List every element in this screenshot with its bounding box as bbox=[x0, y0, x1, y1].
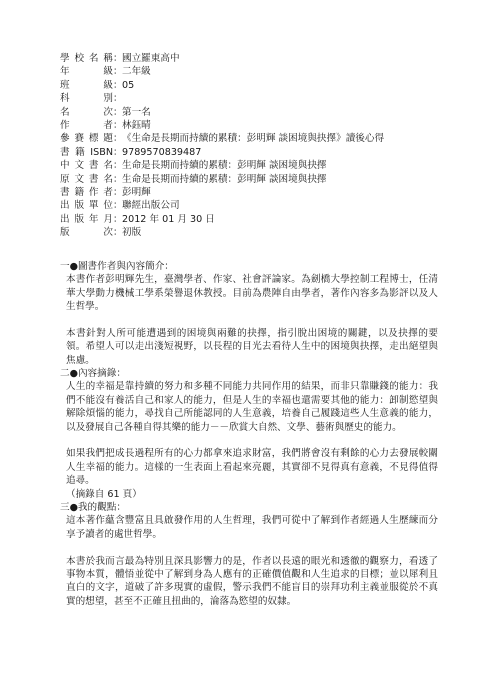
meta-row bbox=[60, 65, 438, 78]
intro-paragraph-2: 本書針對人所可能遭遇到的困境與兩難的抉擇，指引脫出困境的關鍵，以及抉擇的要領。希望人可以走出淺短視野，以長程的目光去看待人生中的困境與抉擇，走出絕望與焦慮。 bbox=[66, 327, 438, 366]
meta-value: 《生命是長期而持續的累積：彭明輝 談困境與抉擇》讀後心得 bbox=[122, 133, 385, 145]
meta-colon: ： bbox=[113, 227, 123, 239]
excerpt-paragraph-1: 人生的幸福是靠持續的努力和多種不同能力共同作用的結果，而非只靠賺錢的能力：我們不能沒有養活自己和家人的能力，但是人生的幸福也還需要其他的能力：卸制慾望與解除煩惱的能力，尋找自己所能認同的人生意義，培養自己履踐這些人生意義的能力，以及發展自己各種自得其樂的能力－－欣賞大自然、文學、藝術與歷史的能力。 bbox=[66, 381, 438, 433]
excerpt-paragraph-2: 如果我們把成長過程所有的心力都拿來追求財富，我們將會沒有剩餘的心力去發展較關人生幸福的能力。這樣的一生表面上看起來亮麗，其實卻不見得真有意義，不見得值得追尋。 bbox=[66, 448, 438, 487]
meta-colon: ： bbox=[113, 213, 123, 225]
section-heading-intro: 一●圖書作者與內容簡介： bbox=[60, 260, 174, 272]
intro-paragraph-1: 本書作者彭明輝先生，臺灣學者、作家、社會評論家。為劍橋大學控制工程博士，任清華大學動力機械工學系榮譽退休教授。目前為農陣自由學者，著作內容多為影評以及人生哲學。 bbox=[66, 274, 438, 312]
meta-value: 第一名 bbox=[122, 106, 151, 118]
meta-label: 班 級 bbox=[60, 79, 113, 91]
spacer bbox=[60, 313, 438, 326]
meta-colon: ： bbox=[113, 200, 123, 212]
meta-block bbox=[60, 52, 438, 240]
meta-colon: ： bbox=[113, 53, 123, 64]
meta-label: 名 次 bbox=[60, 106, 113, 118]
meta-colon: ： bbox=[113, 133, 123, 145]
meta-colon: ： bbox=[113, 120, 123, 132]
meta-label: 原文書名 bbox=[60, 173, 113, 185]
spacer bbox=[60, 240, 438, 260]
opinion-paragraph-2: 本書於我而言最為特別且深具影響力的是，作者以長遠的眼光和透徹的觀察力，看透了事物本質，體悟並從中了解到身為人應有的正確價值觀和人生追求的目標；並以犀利且直白的文字，道破了許多現實的虛假，警示我們不能盲目的崇拜功利主義並服從於不真實的想望，甚至不正確且扭曲的，淪落為慾望的奴隸。 bbox=[66, 555, 438, 607]
document-page bbox=[60, 52, 438, 608]
meta-row bbox=[60, 52, 438, 65]
meta-value: 彭明輝 bbox=[122, 187, 151, 199]
meta-label: 作 者 bbox=[60, 120, 113, 132]
meta-label: 出版年月 bbox=[60, 213, 113, 225]
meta-label: 參賽標題 bbox=[60, 133, 113, 145]
opinion-paragraph-1: 這本著作蘊含豐富且具啟發作用的人生哲理，我們可從中了解到作者經過人生歷練而分享予讀者的處世哲學。 bbox=[66, 515, 438, 540]
meta-row bbox=[60, 159, 438, 172]
meta-colon: ： bbox=[113, 146, 123, 158]
excerpt-citation: （摘錄自 61 頁） bbox=[66, 488, 142, 500]
meta-value: 聯經出版公司 bbox=[122, 200, 180, 212]
meta-label: 科 別 bbox=[60, 93, 113, 105]
section-heading-opinion: 三●我的觀點： bbox=[60, 501, 126, 513]
meta-colon: ： bbox=[113, 66, 123, 78]
meta-row bbox=[60, 226, 438, 239]
meta-colon: ： bbox=[113, 106, 123, 118]
meta-row bbox=[60, 213, 438, 226]
meta-value: 林鈺晴 bbox=[122, 120, 151, 132]
meta-colon: ： bbox=[113, 79, 123, 91]
meta-label: 出版單位 bbox=[60, 200, 113, 212]
meta-value: 初版 bbox=[122, 227, 142, 239]
meta-label: 中文書名 bbox=[60, 160, 113, 172]
meta-value: 9789570839487 bbox=[122, 146, 202, 158]
meta-label: 書籍ISBN bbox=[60, 146, 113, 158]
meta-value: 生命是長期而持續的累積：彭明輝 談困境與抉擇 bbox=[122, 160, 327, 172]
meta-label: 學校名稱 bbox=[60, 53, 113, 64]
meta-colon: ： bbox=[113, 187, 123, 199]
meta-label: 版 次 bbox=[60, 227, 113, 239]
meta-row bbox=[60, 119, 438, 132]
meta-colon: ： bbox=[113, 173, 123, 185]
meta-row bbox=[60, 146, 438, 159]
spacer bbox=[60, 434, 438, 447]
meta-row bbox=[60, 186, 438, 199]
section-heading-excerpt: 二●內容摘錄： bbox=[60, 367, 126, 379]
meta-row bbox=[60, 106, 438, 119]
meta-value: 2012 年 01 月 30 日 bbox=[122, 213, 215, 225]
meta-value: 生命是長期而持續的累積：彭明輝 談困境與抉擇 bbox=[122, 173, 327, 185]
meta-label: 年 級 bbox=[60, 66, 113, 78]
meta-colon: ： bbox=[113, 160, 123, 172]
meta-value: 05 bbox=[122, 79, 135, 91]
spacer bbox=[60, 541, 438, 554]
meta-value: 二年級 bbox=[122, 66, 151, 78]
meta-row bbox=[60, 199, 438, 212]
meta-label: 書籍作者 bbox=[60, 187, 113, 199]
meta-row bbox=[60, 79, 438, 92]
meta-row bbox=[60, 92, 438, 105]
meta-colon: ： bbox=[113, 93, 123, 105]
meta-value: 國立羅東高中 bbox=[122, 53, 180, 64]
meta-row bbox=[60, 132, 438, 145]
meta-row bbox=[60, 173, 438, 186]
